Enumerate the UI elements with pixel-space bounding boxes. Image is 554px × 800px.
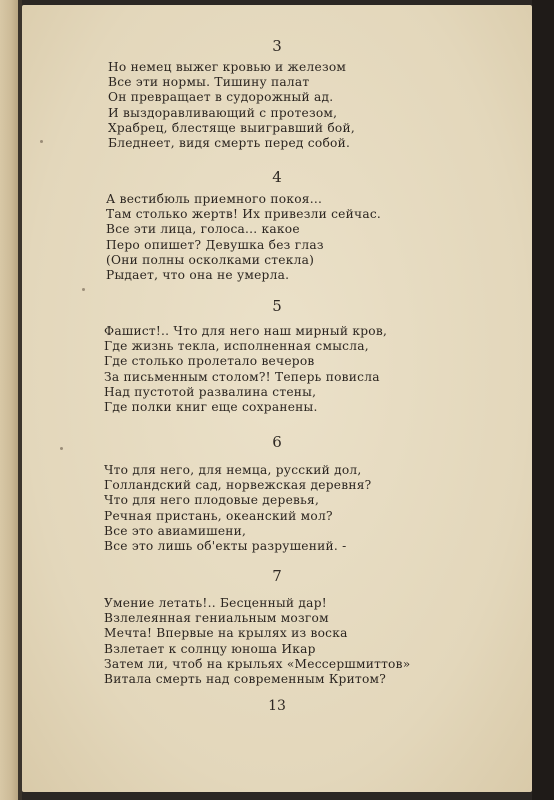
verse-line: Рыдает, что она не умерла. [106,268,290,283]
stanza [108,60,468,151]
verse-line: Но немец выжег кровью и железом [108,60,347,74]
stanza [104,324,464,415]
verse-line: И выздоравливающий с протезом, [108,105,338,120]
stanza [104,463,464,554]
verse-line: Там столько жертв! Их привезли сейчас. [106,207,382,222]
verse-line: Он превращает в судорожный ад. [108,90,334,105]
verse-line: Над пустотой развалина стены, [104,384,317,399]
section-number: 5 [272,297,282,315]
section-number: 7 [272,567,282,585]
verse-line: Перо опишет? Девушка без глаз [106,237,324,252]
page-number: 13 [268,698,286,714]
verse-line: Витала смерть над современным Критом? [104,672,387,687]
verse-line: Мечта! Впервые на крылях из воска [104,626,348,641]
verse-line: Храбрец, блестяще выигравший бой, [108,120,356,135]
paper-speck [82,288,85,291]
book-page [22,5,532,792]
verse-line: Что для него плодовые деревья, [104,493,320,508]
verse-line: Речная пристань, океанский мол? [104,508,333,523]
verse-line: Все это авиамишени, [104,523,247,538]
section-number: 6 [272,433,282,451]
paper-speck [40,140,43,143]
verse-line: Все эти нормы. Тишину палат [108,75,310,90]
verse-line: Все это лишь об'екты разрушений. - [104,539,347,554]
section-number: 3 [272,37,282,55]
verse-line: А вестибюль приемного покоя... [106,192,323,206]
verse-line: Взлетает к солнцу юноша Икар [104,641,316,656]
verse-line: Фашист!.. Что для него наш мирный кров, [104,324,388,338]
section-number: 4 [272,168,282,186]
paper-speck [60,447,63,450]
verse-line: Где жизнь текла, исполненная смысла, [104,339,369,354]
verse-line: Голландский сад, норвежская деревня? [104,478,372,493]
verse-line: (Они полны осколками стекла) [106,252,315,267]
facing-page-edge [0,0,18,800]
verse-line: Затем ли, чтоб на крыльях «Мессершмиттов» [104,656,411,671]
stanza [106,192,466,283]
verse-line: Все эти лица, голоса... какое [106,222,300,237]
verse-line: Бледнеет, видя смерть перед собой. [108,136,351,151]
stanza [104,596,464,687]
verse-line: Что для него, для немца, русский дол, [104,463,362,477]
verse-line: Где столько пролетало вечеров [104,354,315,369]
verse-line: Где полки книг еще сохранены. [104,400,318,415]
verse-line: За письменным столом?! Теперь повисла [104,369,380,384]
verse-line: Умение летать!.. Бесценный дар! [104,596,327,610]
verse-line: Взлелеянная гениальным мозгом [104,611,329,626]
scan-background [532,0,554,800]
